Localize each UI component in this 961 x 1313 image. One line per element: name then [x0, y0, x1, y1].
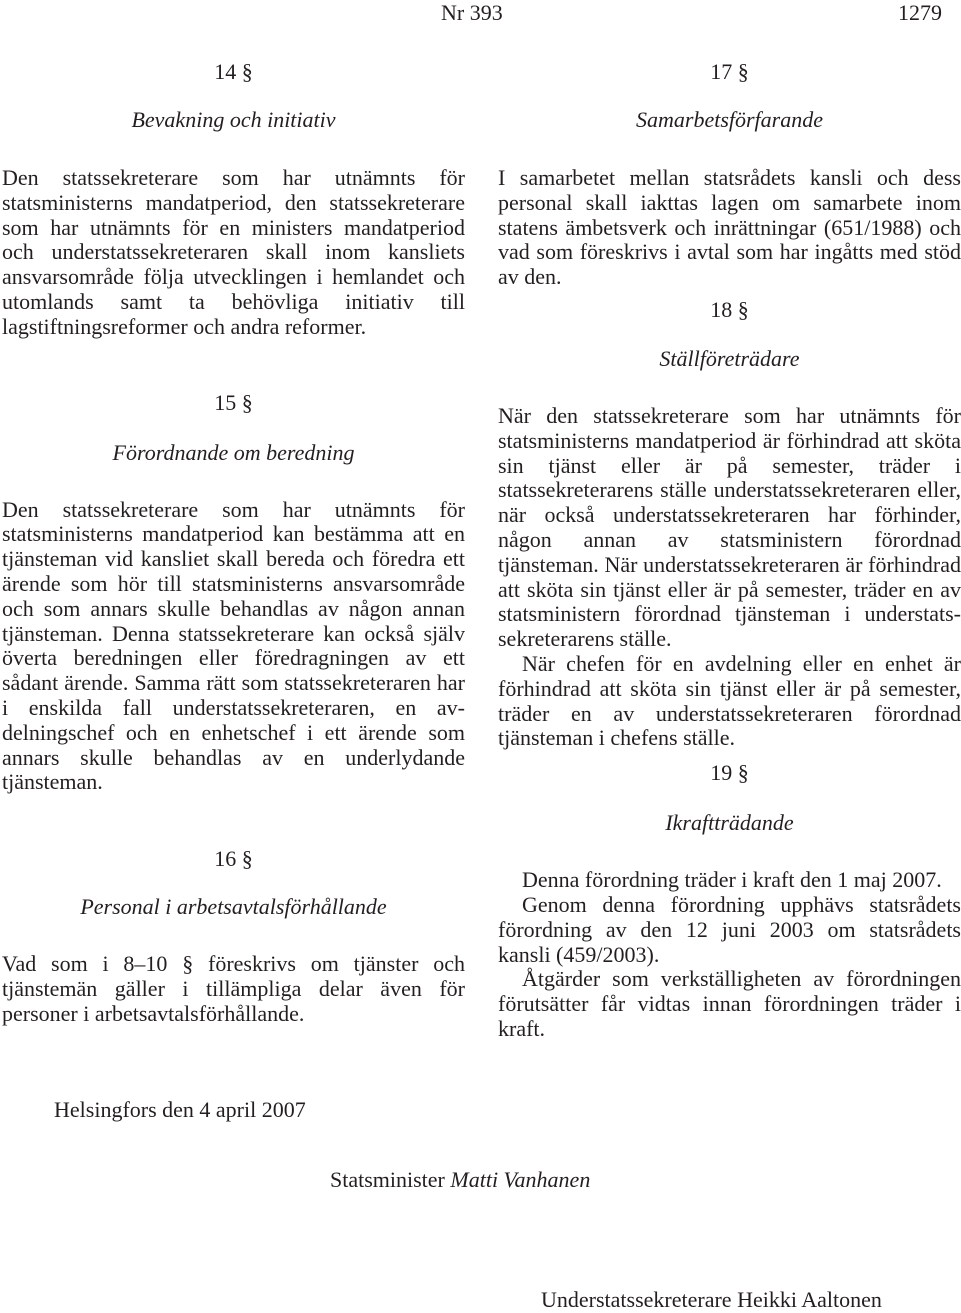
header-issue-number: Nr 393 — [441, 0, 503, 25]
section-16-title: Personal i arbetsavtalsförhållande — [80, 894, 387, 920]
right-column — [498, 57, 961, 1042]
section-18-title: Ställföreträdare — [659, 345, 800, 371]
undersecretary-signature: Understatssekreterare Heikki Aaltonen — [541, 1287, 882, 1312]
left-column — [2, 57, 465, 1027]
section-16-number: 16 § — [214, 846, 253, 872]
section-14-title: Bevakning och initiativ — [131, 107, 336, 132]
section-14-body: Den statssekreterare som har utnämnts för statsministerns mandatperiod, den statssekreterare som har utnämnts för en ministers mandatperiod och understatssekreteraren skall inom kansliets ansvarsområde följa utvecklingen i hemlandet och utomlands samt ta behövliga initiativ till lagstiftningsreformer och andra reformer. — [2, 165, 465, 339]
section-18-number: 18 § — [710, 296, 749, 322]
section-14 — [2, 59, 465, 340]
section-17-number: 17 § — [710, 59, 749, 84]
section-18-paragraph-1: När den statssekreterare som har utnämnts för statsministerns mandatperiod är förhindrad att sköta sin tjänst eller är på semester, träder i statssekreterarens ställe understatssekreteraren eller, när också understatssekreteraren har förhinder, någon annan av statsministern förordnad tjänsteman. När understatssekreteraren är förhindrad att sköta sin tjänst eller är på semester, träder en av statsministern förordnad tjänsteman i understatssekreterarens ställe. — [498, 402, 961, 652]
section-17-body: I samarbetet mellan statsrådets kansli och dess personal skall iakttas lagen om samarbete inom statens ämbetsverk och inrättningar (651/1988) och vad som föreskrivs i avtal som har ingåtts med stöd av den. — [498, 165, 961, 290]
section-19-title: Ikraftträdande — [665, 810, 794, 836]
section-18 — [498, 297, 961, 751]
section-14-number: 14 § — [214, 59, 253, 84]
prime-minister-name: Matti Vanhanen — [450, 1167, 591, 1192]
section-19-number: 19 § — [710, 760, 749, 786]
section-19 — [498, 760, 961, 1042]
section-15-title: Förordnande om beredning — [112, 439, 355, 465]
prime-minister-title: Statsminister — [330, 1167, 445, 1192]
section-19-paragraph-3: Åtgärder som verkställigheten av förordningen förutsätter får vidtas innan förordningen träder i kraft. — [498, 966, 961, 1041]
section-19-paragraph-1: Denna förordning träder i kraft den 1 maj 2007. — [522, 867, 942, 893]
section-17-title: Samarbetsförfarande — [636, 107, 823, 132]
section-17 — [498, 59, 961, 290]
prime-minister-signature — [330, 1167, 590, 1193]
section-15-number: 15 § — [214, 389, 253, 415]
place-and-date: Helsingfors den 4 april 2007 — [54, 1097, 306, 1122]
header-page-number: 1279 — [898, 0, 942, 25]
section-16 — [2, 846, 465, 1026]
section-18-paragraph-2: När chefen för en avdelning eller en enhet är förhindrad att sköta sin tjänst eller är på semester, träder en av understatssekreteraren förordnad tjänsteman i chefens ställe. — [498, 650, 961, 751]
section-15-body: Den statssekreterare som har utnämnts för statsministerns mandatperiod kan bestämma att en tjänsteman vid kansliet skall bereda och föredra ett ärende som hör till statsministerns ansvarsområde och som annars skulle behandlas av någon annan tjänsteman. Denna statssekreterare kan också själv överta beredningen eller föredragningen av ett sådant ärende. Samma rätt som statssekreteraren har i enskilda fall understatssekreteraren, en avdelningschef och en enhetschef i ett ärende som annars skulle behandlas av en underlydande tjänsteman. — [2, 496, 465, 795]
section-19-paragraph-2: Genom denna förordning upphävs statsrådets förordning av den 12 juni 2003 om statsrådets kansli (459/2003). — [498, 891, 961, 967]
section-15 — [2, 390, 465, 796]
section-16-body: Vad som i 8–10 § föreskrivs om tjänster och tjänstemän gäller i tillämpliga delar även för personer i arbetsavtalsförhållande. — [2, 951, 465, 1026]
